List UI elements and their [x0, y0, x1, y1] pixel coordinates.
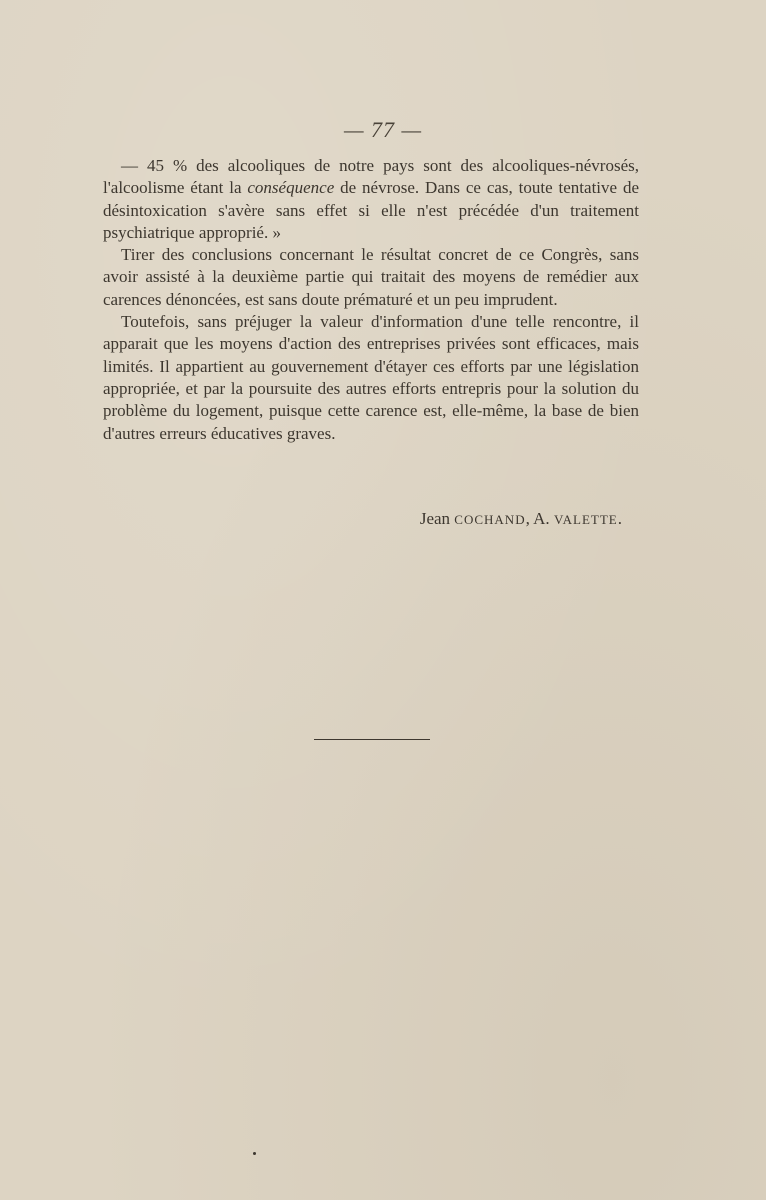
author-signature — [0, 509, 622, 529]
paragraph-2: Tirer des conclusions concernant le résultat concret de ce Congrès, sans avoir assisté à la deuxième partie qui traitait des moyens de remédier aux carences dénoncées, est sans doute prématuré et un peu imprudent. — [103, 245, 639, 309]
paper-speck — [253, 1152, 256, 1155]
paragraph-1 — [103, 155, 639, 244]
end-rule-divider — [314, 739, 430, 740]
signature-end: . — [617, 509, 622, 528]
signature-separator: , — [525, 509, 534, 528]
paragraph-1-text-start: — 45 % des alcooliques de notre pays sont des alcooliques-névrosés, l'alcoolisme étant la — [103, 156, 639, 198]
author-1-surname: COCHAND — [454, 512, 526, 527]
paragraph-1-emphasis: conséquence — [247, 178, 335, 198]
paragraph-3: Toutefois, sans préjuger la valeur d'information d'une telle rencontre, il apparait que les moyens d'action des entreprises privées sont efficaces, mais limités. Il appartient au gouvernement d'étayer ces efforts par une législation appropriée, et par la poursuite des autres efforts entrepris pour la solution du problème du logement, puisque cette carence est, elle-même, la base de bien d'autres erreurs éducatives graves. — [103, 312, 639, 443]
page-number: — 77 — — [343, 117, 423, 142]
author-1-first-name: Jean — [419, 509, 451, 528]
body-text — [103, 155, 639, 445]
author-2-surname: VALETTE — [553, 512, 618, 527]
author-2-initial: A. — [533, 509, 550, 528]
paragraph-1-text-end: de névrose. Dans ce cas, toute tentative de désintoxication s'avère sans effet si elle n'est précédée d'un traitement psychiatrique approprié. » — [103, 178, 639, 242]
